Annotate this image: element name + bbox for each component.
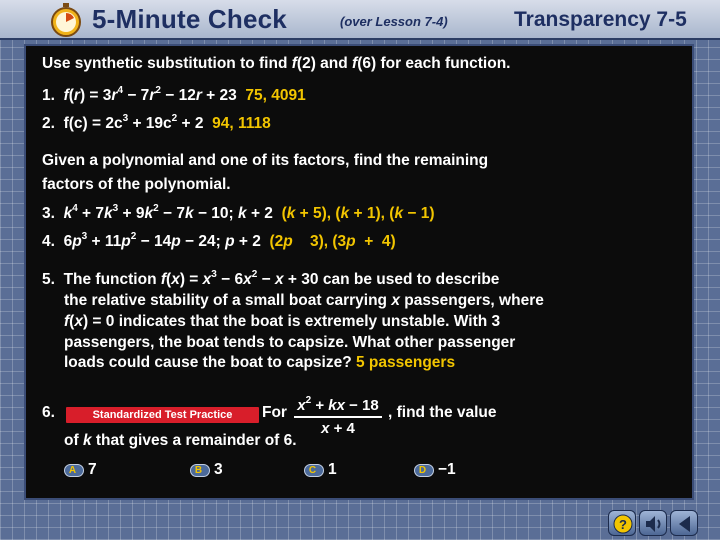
help-button[interactable] <box>608 510 636 536</box>
question-3: 3. $k^4 + 7k^3 + 9k^2 - 7k - 10$; k + 2 (k + 5), (k + 1), (k − 1) <box>42 202 435 222</box>
fraction-numerator: $x^2$ + kx − 18 <box>297 395 379 414</box>
section2-instructions-line2: factors of the polynomial. <box>42 176 231 193</box>
header-bar <box>0 0 720 40</box>
option-d-value[interactable]: −1 <box>438 461 456 478</box>
sound-button[interactable] <box>639 510 667 536</box>
option-c-badge[interactable]: C <box>304 464 324 477</box>
option-a-badge[interactable]: A <box>64 464 84 477</box>
help-icon <box>609 511 637 537</box>
transparency-label: Transparency 7-5 <box>514 8 687 31</box>
answer-1: 75, 4091 <box>245 87 306 104</box>
answer-4: (2p 3), (3p + 4) <box>269 233 396 250</box>
option-b-badge[interactable]: B <box>190 464 210 477</box>
stopwatch-icon <box>48 2 84 38</box>
standardized-test-banner: Standardized Test Practice <box>66 407 259 423</box>
question-5-line2: the relative stability of a small boat carrying x passengers, where <box>64 292 544 309</box>
content-panel <box>24 44 694 500</box>
question-6-fraction <box>290 396 386 438</box>
question-1: 1. $f(r) = 3r^4 - 7r^2 - 12r + 23$ 75, 4091 <box>42 84 306 104</box>
question-5-line5: loads could cause the boat to capsize? 5 passengers <box>64 354 456 371</box>
question-6-for: For <box>262 404 287 421</box>
option-c-value[interactable]: 1 <box>328 461 337 478</box>
option-a-value[interactable]: 7 <box>88 461 97 478</box>
svg-text:?: ? <box>619 517 627 532</box>
option-d-badge[interactable]: D <box>414 464 434 477</box>
question-6-number: 6. <box>42 404 55 421</box>
question-5-line1: 5. The function $f(x) = x^3 - 6x^2 - x + 30$ can be used to describe <box>42 268 500 288</box>
speaker-icon <box>640 511 668 537</box>
question-4: 4. $6p^3 + 11p^2 - 14p - 24$; p + 2 (2p 3), (3p + 4) <box>42 230 396 250</box>
fraction-denominator: x + 4 <box>321 420 355 437</box>
lesson-subtitle: (over Lesson 7-4) <box>340 14 448 29</box>
section1-instructions: Use synthetic substitution to find f(2) and f(6) for each function. <box>42 55 511 72</box>
option-b-value[interactable]: 3 <box>214 461 223 478</box>
answer-3: (k + 5), (k + 1), (k − 1) <box>281 205 435 222</box>
question-6-line2: of k that gives a remainder of 6. <box>64 432 297 449</box>
answer-5: 5 passengers <box>356 354 456 371</box>
question-5-line4: passengers, the boat tends to capsize. What other passenger <box>64 334 516 351</box>
section2-instructions-line1: Given a polynomial and one of its factors, find the remaining <box>42 152 489 169</box>
fraction-bar <box>294 416 382 418</box>
back-arrow-icon <box>671 511 699 537</box>
question-2: 2. $f(c) = 2c^3 + 19c^2 + 2$ 94, 1118 <box>42 112 271 132</box>
question-5-line3: f(x) = 0 indicates that the boat is extremely unstable. With 3 <box>64 313 501 330</box>
answer-2: 94, 1118 <box>212 115 271 132</box>
page-title: 5-Minute Check <box>92 4 287 34</box>
question-6-prompt: , find the value <box>388 404 497 421</box>
back-button[interactable] <box>670 510 698 536</box>
